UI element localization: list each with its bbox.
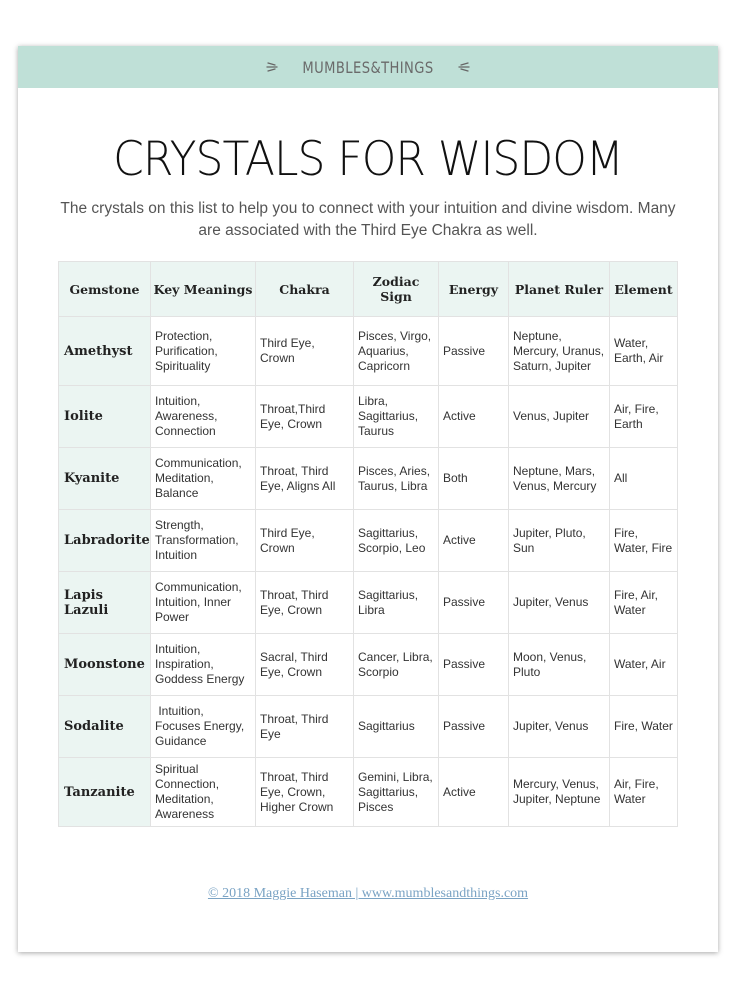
table-cell: Neptune, Mercury, Uranus, Saturn, Jupiter bbox=[509, 317, 610, 386]
page-title: CRYSTALS FOR WISDOM bbox=[113, 131, 623, 188]
table-cell: Communication, Intuition, Inner Power bbox=[151, 572, 256, 634]
column-header: Key Meanings bbox=[151, 262, 256, 317]
table-cell: Passive bbox=[439, 696, 509, 758]
column-header: Element bbox=[610, 262, 678, 317]
gemstone-cell: Lapis Lazuli bbox=[59, 572, 151, 634]
table-cell: Intuition, Awareness, Connection bbox=[151, 386, 256, 448]
column-header: Zodiac Sign bbox=[354, 262, 439, 317]
table-cell: Sacral, Third Eye, Crown bbox=[256, 634, 354, 696]
table-cell: Fire, Water bbox=[610, 696, 678, 758]
column-header: Energy bbox=[439, 262, 509, 317]
page-subtitle: The crystals on this list to help you to connect with your intuition and divine wisdom. Many are associated with the Third Eye Chakra as well. bbox=[60, 200, 676, 239]
table-cell: Spiritual Connection, Meditation, Awareness bbox=[151, 758, 256, 827]
gemstone-cell: Sodalite bbox=[59, 696, 151, 758]
sparkle-icon bbox=[266, 61, 280, 73]
table-cell: Air, Fire, Earth bbox=[610, 386, 678, 448]
table-cell: Sagittarius bbox=[354, 696, 439, 758]
table-cell: Moon, Venus, Pluto bbox=[509, 634, 610, 696]
table-cell: Jupiter, Venus bbox=[509, 696, 610, 758]
table-cell: Throat, Third Eye bbox=[256, 696, 354, 758]
table-cell: Water, Air bbox=[610, 634, 678, 696]
table-cell: Air, Fire, Water bbox=[610, 758, 678, 827]
table-cell: Active bbox=[439, 386, 509, 448]
table-cell: Cancer, Libra, Scorpio bbox=[354, 634, 439, 696]
table-cell: Venus, Jupiter bbox=[509, 386, 610, 448]
table-cell: Throat, Third Eye, Crown bbox=[256, 572, 354, 634]
table-cell: Fire, Water, Fire bbox=[610, 510, 678, 572]
table-row bbox=[59, 572, 678, 634]
table-row bbox=[59, 448, 678, 510]
brand-logo bbox=[266, 58, 470, 77]
table-cell: Passive bbox=[439, 634, 509, 696]
gemstone-cell: Moonstone bbox=[59, 634, 151, 696]
table-cell: Fire, Air, Water bbox=[610, 572, 678, 634]
table-cell: Throat, Third Eye, Crown, Higher Crown bbox=[256, 758, 354, 827]
footer-credit-link[interactable]: © 2018 Maggie Haseman | www.mumblesandthings.com bbox=[207, 886, 529, 901]
gemstone-cell: Tanzanite bbox=[59, 758, 151, 827]
table-row bbox=[59, 386, 678, 448]
gemstone-cell: Kyanite bbox=[59, 448, 151, 510]
table-cell: Passive bbox=[439, 317, 509, 386]
table-cell: Jupiter, Pluto, Sun bbox=[509, 510, 610, 572]
table-cell: Both bbox=[439, 448, 509, 510]
column-header: Planet Ruler bbox=[509, 262, 610, 317]
table-cell: Active bbox=[439, 510, 509, 572]
column-header: Gemstone bbox=[59, 262, 151, 317]
table-cell: Intuition, Inspiration, Goddess Energy bbox=[151, 634, 256, 696]
table-cell: Communication, Meditation, Balance bbox=[151, 448, 256, 510]
gemstone-cell: Labradorite bbox=[59, 510, 151, 572]
table-row bbox=[59, 758, 678, 827]
sparkle-icon bbox=[456, 61, 470, 73]
table-header-row bbox=[59, 262, 678, 317]
table-cell: Passive bbox=[439, 572, 509, 634]
table-cell: Sagittarius, Scorpio, Leo bbox=[354, 510, 439, 572]
printable-page bbox=[18, 46, 718, 952]
brand-banner bbox=[18, 46, 718, 88]
brand-name: MUMBLES&THINGS bbox=[302, 57, 434, 77]
column-header: Chakra bbox=[256, 262, 354, 317]
table-cell: Sagittarius, Libra bbox=[354, 572, 439, 634]
table-cell: Protection, Purification, Spirituality bbox=[151, 317, 256, 386]
table-cell: Libra, Sagittarius, Taurus bbox=[354, 386, 439, 448]
table-cell: All bbox=[610, 448, 678, 510]
table-cell: Water, Earth, Air bbox=[610, 317, 678, 386]
table-cell: Third Eye, Crown bbox=[256, 510, 354, 572]
table-cell: Throat,Third Eye, Crown bbox=[256, 386, 354, 448]
gemstone-cell: Amethyst bbox=[59, 317, 151, 386]
table-row bbox=[59, 510, 678, 572]
gemstone-cell: Iolite bbox=[59, 386, 151, 448]
table-cell: Strength, Transformation, Intuition bbox=[151, 510, 256, 572]
table-row bbox=[59, 696, 678, 758]
table-cell: Pisces, Virgo, Aquarius, Capricorn bbox=[354, 317, 439, 386]
table-cell: Mercury, Venus, Jupiter, Neptune bbox=[509, 758, 610, 827]
table-cell: Intuition, Focuses Energy, Guidance bbox=[151, 696, 256, 758]
crystals-table bbox=[58, 261, 678, 827]
table-cell: Throat, Third Eye, Aligns All bbox=[256, 448, 354, 510]
table-cell: Neptune, Mars, Venus, Mercury bbox=[509, 448, 610, 510]
table-row bbox=[59, 317, 678, 386]
table-cell: Gemini, Libra, Sagittarius, Pisces bbox=[354, 758, 439, 827]
table-row bbox=[59, 634, 678, 696]
table-cell: Active bbox=[439, 758, 509, 827]
table-cell: Pisces, Aries, Taurus, Libra bbox=[354, 448, 439, 510]
table-cell: Jupiter, Venus bbox=[509, 572, 610, 634]
table-cell: Third Eye, Crown bbox=[256, 317, 354, 386]
